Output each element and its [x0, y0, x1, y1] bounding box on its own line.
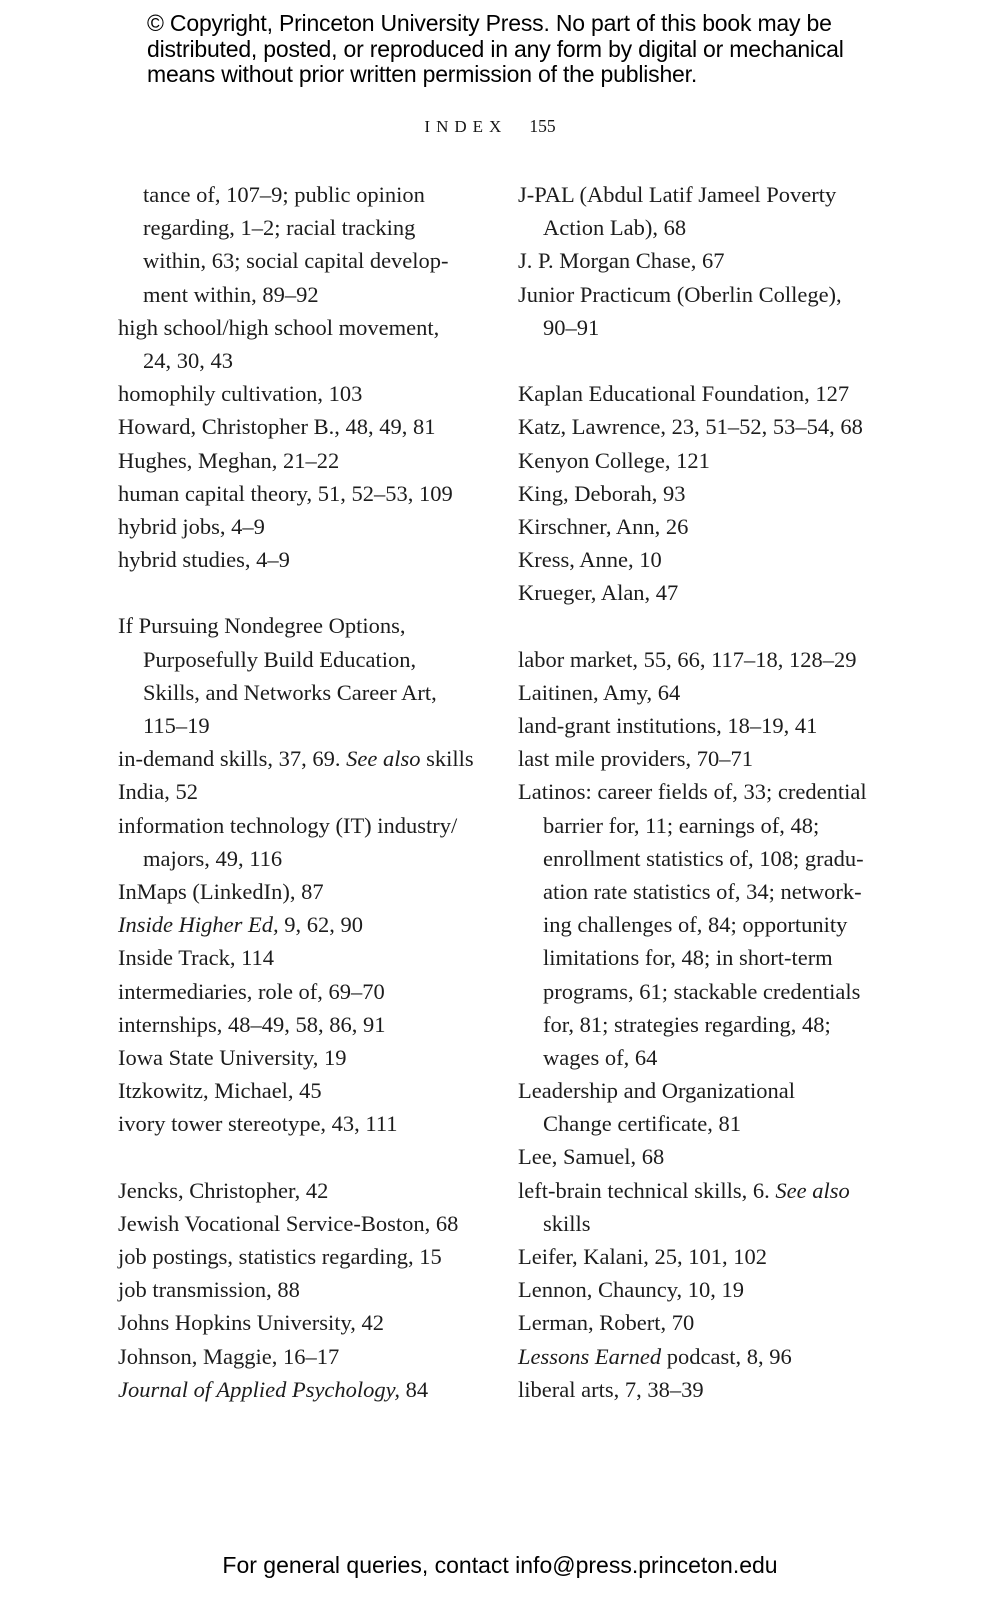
- index-entry-text: Skills, and Networks Career Art,: [143, 679, 437, 705]
- index-entry-text: for, 81; strategies regarding, 48;: [543, 1011, 831, 1037]
- index-entry-text: Itzkowitz, Michael, 45: [118, 1078, 322, 1104]
- index-entry-text-italic: Inside Higher Ed,: [118, 912, 279, 938]
- index-entry-line: [118, 444, 474, 477]
- index-entry-line: [118, 543, 474, 576]
- index-entry-text: tance of, 107–9; public opinion: [143, 182, 425, 207]
- index-entry-line: [518, 775, 867, 808]
- index-entry-line: [118, 643, 474, 676]
- index-entry-text: hybrid jobs, 4–9: [118, 513, 265, 539]
- index-blank-line: [118, 576, 474, 609]
- index-entry-text: barrier for, 11; earnings of, 48;: [543, 812, 820, 838]
- index-entry-line: [118, 975, 474, 1008]
- index-entry-line: [518, 477, 867, 510]
- index-entry-line: [118, 908, 474, 941]
- index-entry-line: [518, 1041, 867, 1074]
- index-entry-text: last mile providers, 70–71: [518, 746, 753, 772]
- index-entry-line: [118, 211, 474, 244]
- index-entry-line: [518, 278, 867, 311]
- index-entry-line: [518, 377, 867, 410]
- index-entry-text: internships, 48–49, 58, 86, 91: [118, 1011, 386, 1037]
- index-entry-text: within, 63; social capital develop-: [143, 248, 449, 274]
- index-blank-line: [118, 1140, 474, 1173]
- index-entry-line: [518, 543, 867, 576]
- index-entry-line: [118, 244, 474, 277]
- index-entry-line: [118, 510, 474, 543]
- index-column-left: [118, 178, 474, 1406]
- index-entry-line: [118, 377, 474, 410]
- index-entry-line: [518, 510, 867, 543]
- index-entry-text: If Pursuing Nondegree Options,: [118, 613, 406, 639]
- index-entry-text: Latinos: career fields of, 33; credential: [518, 779, 867, 805]
- index-entry-line: [118, 344, 474, 377]
- index-entry-text: King, Deborah, 93: [518, 480, 686, 506]
- index-entry-text: 24, 30, 43: [143, 347, 233, 373]
- index-entry-line: [518, 975, 867, 1008]
- index-entry-line: [118, 311, 474, 344]
- copyright-notice: [147, 11, 844, 88]
- index-entry-text: Junior Practicum (Oberlin College),: [518, 281, 842, 307]
- index-entry-line: [518, 1340, 867, 1373]
- index-entry-line: [118, 676, 474, 709]
- index-blank-line: [518, 609, 867, 642]
- index-entry-line: [118, 1240, 474, 1273]
- index-entry-text: Katz, Lawrence, 23, 51–52, 53–54, 68: [518, 414, 863, 440]
- index-entry-line: [118, 709, 474, 742]
- index-entry-line: [518, 908, 867, 941]
- index-entry-text-italic: Journal of Applied Psychology,: [118, 1376, 401, 1402]
- index-entry-text: in-demand skills, 37, 69.: [118, 746, 347, 772]
- index-entry-text: Leifer, Kalani, 25, 101, 102: [518, 1244, 768, 1269]
- index-entry-line: [518, 1207, 867, 1240]
- index-blank-line: [518, 344, 867, 377]
- index-entry-text: Inside Track, 114: [118, 945, 275, 971]
- index-entry-line: [118, 1107, 474, 1140]
- index-entry-text: Kirschner, Ann, 26: [518, 513, 689, 539]
- index-entry-line: [518, 1074, 867, 1107]
- copyright-line: © Copyright, Princeton University Press. No part of this book may be: [147, 10, 832, 36]
- index-entry-text: podcast, 8, 96: [661, 1343, 792, 1369]
- index-entry-text: Iowa State University, 19: [118, 1044, 347, 1070]
- index-entry-line: [518, 742, 867, 775]
- index-entry-text: intermediaries, role of, 69–70: [118, 978, 385, 1004]
- index-entry-text: hybrid studies, 4–9: [118, 547, 290, 573]
- index-entry-line: [518, 1140, 867, 1173]
- index-entry-line: [518, 709, 867, 742]
- index-entry-text: skills: [420, 746, 474, 772]
- index-entry-line: [518, 178, 867, 211]
- index-entry-text: J. P. Morgan Chase, 67: [518, 248, 725, 274]
- index-entry-text: Leadership and Organizational: [518, 1078, 795, 1104]
- index-entry-line: [518, 1107, 867, 1140]
- index-entry-line: [118, 1306, 474, 1339]
- index-entry-text: job transmission, 88: [118, 1277, 300, 1303]
- index-entry-line: [118, 1008, 474, 1041]
- index-entry-line: [518, 875, 867, 908]
- index-entry-text: enrollment statistics of, 108; gradu-: [543, 845, 864, 871]
- index-entry-line: [118, 278, 474, 311]
- index-entry-line: [518, 244, 867, 277]
- index-entry-text: Kaplan Educational Foundation, 127: [518, 381, 850, 407]
- index-entry-text: Purposefully Build Education,: [143, 646, 417, 672]
- index-entry-text: Hughes, Meghan, 21–22: [118, 447, 340, 473]
- index-entry-text: Kress, Anne, 10: [518, 547, 662, 573]
- index-entry-text: Johns Hopkins University, 42: [118, 1310, 385, 1336]
- index-entry-text: Kenyon College, 121: [518, 447, 710, 473]
- index-entry-text: information technology (IT) industry/: [118, 812, 458, 838]
- index-entry-line: [518, 1174, 867, 1207]
- index-entry-text: majors, 49, 116: [143, 845, 283, 871]
- index-entry-line: [118, 875, 474, 908]
- index-entry-line: [518, 211, 867, 244]
- index-entry-line: [518, 1373, 867, 1406]
- index-entry-line: [518, 842, 867, 875]
- index-entry-line: [118, 842, 474, 875]
- index-entry-line: [118, 941, 474, 974]
- footer-contact-line: For general queries, contact info@press.princeton.edu: [222, 1552, 778, 1578]
- index-entry-text-italic: See also: [775, 1177, 850, 1203]
- index-entry-text: J-PAL (Abdul Latif Jameel Poverty: [518, 182, 837, 207]
- index-entry-line: [118, 809, 474, 842]
- index-entry-line: [518, 643, 867, 676]
- index-entry-text: Johnson, Maggie, 16–17: [118, 1343, 340, 1369]
- index-entry-text: labor market, 55, 66, 117–18, 128–29: [518, 646, 857, 672]
- index-entry-text-italic: Lessons Earned: [518, 1343, 662, 1369]
- index-entry-line: [118, 742, 474, 775]
- index-entry-text: 90–91: [543, 314, 600, 340]
- index-entry-text: liberal arts, 7, 38–39: [518, 1376, 704, 1402]
- index-entry-text: 115–19: [143, 713, 210, 738]
- index-entry-line: [518, 941, 867, 974]
- index-entry-text: Lerman, Robert, 70: [518, 1310, 695, 1336]
- index-entry-text: Lee, Samuel, 68: [518, 1144, 665, 1170]
- index-entry-text: job postings, statistics regarding, 15: [118, 1244, 442, 1269]
- index-entry-line: [118, 178, 474, 211]
- index-entry-text: 9, 62, 90: [278, 912, 363, 938]
- index-entry-text: land-grant institutions, 18–19, 41: [518, 713, 818, 738]
- index-entry-text: homophily cultivation, 103: [118, 381, 363, 407]
- index-entry-text: ivory tower stereotype, 43, 111: [118, 1111, 398, 1137]
- index-entry-line: [518, 1008, 867, 1041]
- index-entry-line: [118, 1340, 474, 1373]
- index-entry-text: ing challenges of, 84; opportunity: [543, 912, 848, 938]
- index-entry-line: [518, 410, 867, 443]
- index-title: INDEX: [424, 117, 508, 136]
- index-entry-line: [118, 1207, 474, 1240]
- index-entry-text: limitations for, 48; in short-term: [543, 945, 833, 971]
- index-entry-line: [118, 1373, 474, 1406]
- index-entry-line: [518, 444, 867, 477]
- index-entry-text: ation rate statistics of, 34; network-: [543, 878, 862, 904]
- index-entry-text: wages of, 64: [543, 1044, 658, 1070]
- index-entry-line: [518, 809, 867, 842]
- index-entry-line: [118, 609, 474, 642]
- index-entry-text: India, 52: [118, 779, 198, 805]
- index-entry-text: Jewish Vocational Service-Boston, 68: [118, 1210, 459, 1236]
- index-entry-line: [118, 1174, 474, 1207]
- index-entry-text: programs, 61; stackable credentials: [543, 978, 861, 1004]
- index-entry-line: [518, 676, 867, 709]
- index-entry-line: [118, 1041, 474, 1074]
- index-entry-text: human capital theory, 51, 52–53, 109: [118, 480, 453, 506]
- index-entry-line: [518, 576, 867, 609]
- index-column-right: [518, 178, 867, 1406]
- index-entry-line: [118, 1074, 474, 1107]
- index-entry-line: [518, 1306, 867, 1339]
- index-entry-text: Krueger, Alan, 47: [518, 580, 679, 606]
- index-entry-line: [118, 477, 474, 510]
- page-number: 155: [529, 116, 556, 136]
- index-entry-text: skills: [543, 1210, 591, 1236]
- index-entry-text: ment within, 89–92: [143, 281, 319, 307]
- copyright-line: distributed, posted, or reproduced in any form by digital or mechanical: [147, 35, 844, 62]
- index-entry-text: Lennon, Chauncy, 10, 19: [518, 1277, 744, 1303]
- index-entry-text: Action Lab), 68: [543, 215, 687, 241]
- index-entry-text: high school/high school movement,: [118, 314, 440, 340]
- index-header: [0, 116, 990, 137]
- index-entry-line: [118, 1273, 474, 1306]
- copyright-line: means without prior written permission of the publisher.: [147, 61, 698, 87]
- index-entry-text: InMaps (LinkedIn), 87: [118, 878, 324, 904]
- index-entry-line: [518, 1240, 867, 1273]
- index-entry-line: [118, 410, 474, 443]
- index-entry-text: regarding, 1–2; racial tracking: [143, 215, 416, 241]
- index-entry-text: Jencks, Christopher, 42: [118, 1177, 329, 1203]
- index-entry-text: Change certificate, 81: [543, 1111, 742, 1137]
- index-entry-line: [518, 311, 867, 344]
- index-entry-text: Laitinen, Amy, 64: [518, 679, 681, 705]
- index-entry-line: [118, 775, 474, 808]
- index-entry-line: [518, 1273, 867, 1306]
- index-entry-text: 84: [400, 1376, 429, 1402]
- index-entry-text: left-brain technical skills, 6.: [518, 1177, 776, 1203]
- index-entry-text-italic: See also: [346, 746, 421, 772]
- index-entry-text: Howard, Christopher B., 48, 49, 81: [118, 414, 436, 440]
